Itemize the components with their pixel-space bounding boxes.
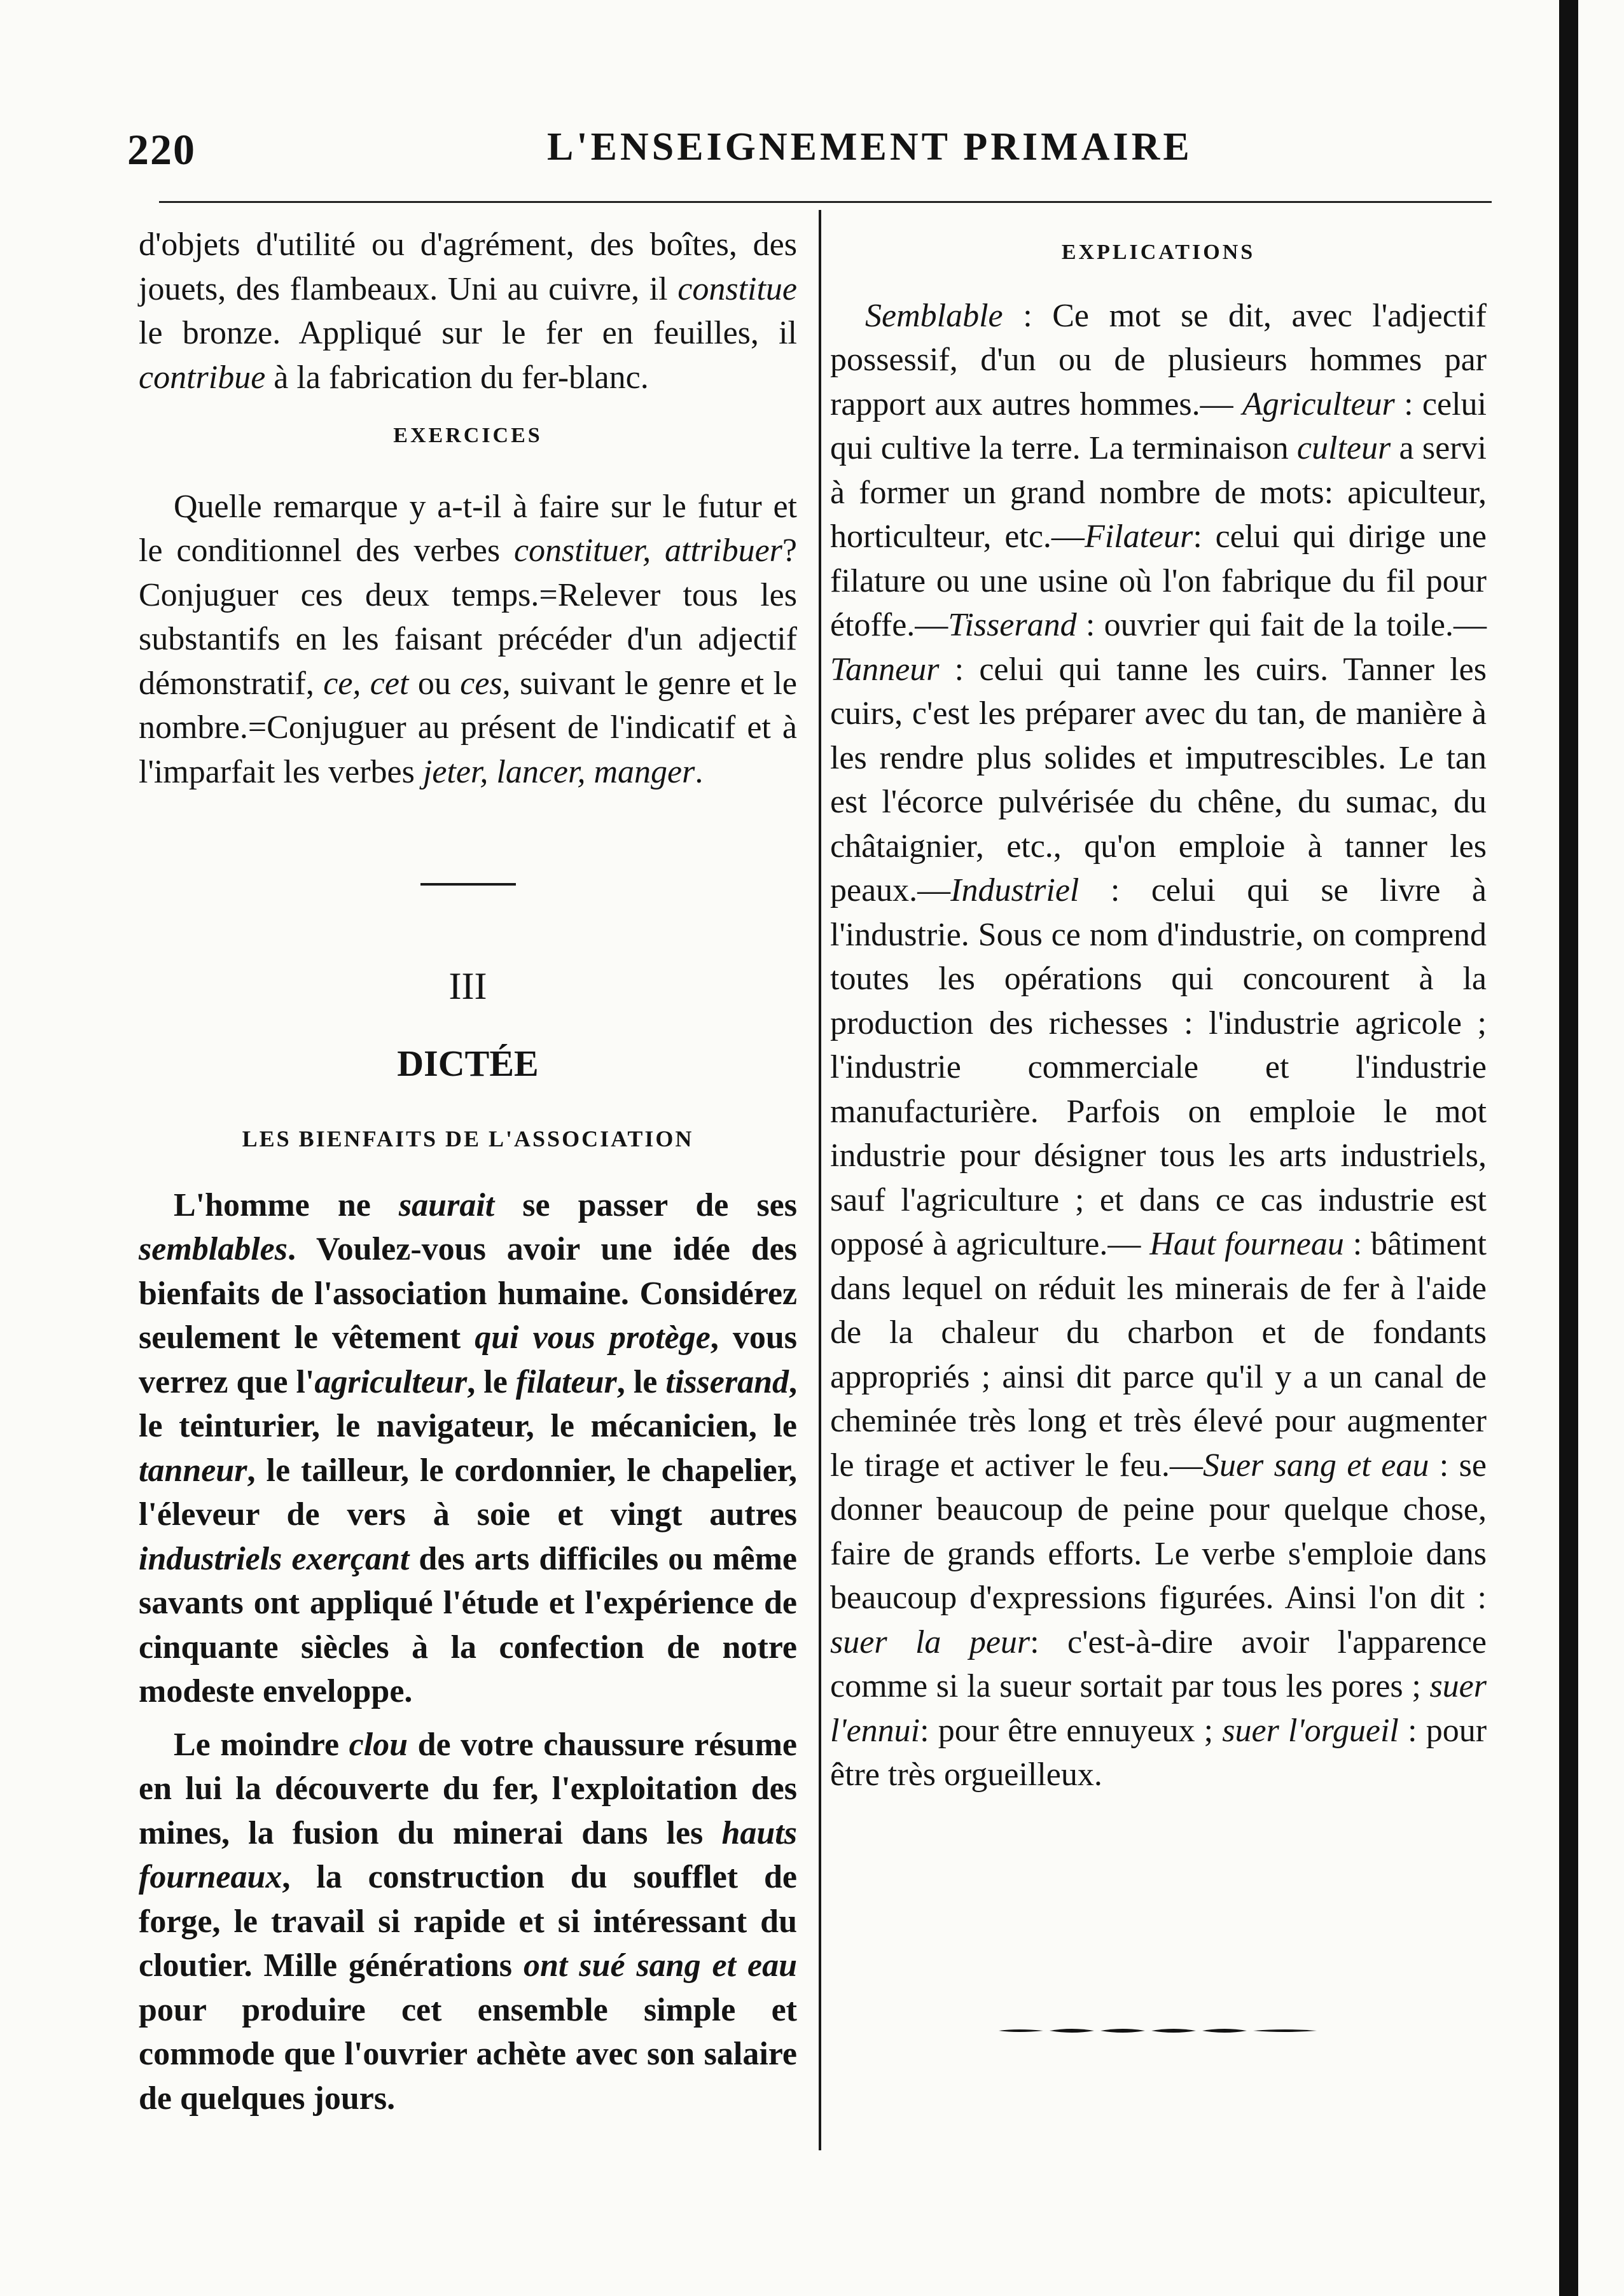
dictee-paragraph-1: L'homme ne saurait se passer de ses semblables. Voulez-vous avoir une idée des bienfaits de l'association humaine. Considérez seulement le vêtement qui vous protège, vous verrez que l'agriculteur, le filateur, le tisserand, le teinturier, le navigateur, le mécanicien, le tanneur, le tailleur, le cordonnier, le chapelier, l'éleveur de vers à soie et vingt autres industriels exerçant des arts difficiles ou même savants ont appliqué l'étude et l'expérience de cinquante siècles à la confection de notre modeste enveloppe. xyxy=(139,1186,798,1709)
dictee-title: DICTÉE xyxy=(397,1043,539,1084)
page-number: 220 xyxy=(127,125,196,174)
right-column xyxy=(830,223,1487,1797)
dictee-subtitle: LES BIENFAITS DE L'ASSOCIATION xyxy=(242,1126,694,1151)
ornamental-dash-fleuron xyxy=(999,2026,1317,2035)
dictee-paragraph-2: Le moindre clou de votre chaussure résume en lui la découverte du fer, l'exploitation des mines, la fusion du minerai dans les hauts fourneaux, la construction du soufflet de forge, le travail si rapide et si intéressant du cloutier. Mille générations ont sué sang et eau pour produire cet ensemble simple et commode que l'ouvrier achète avec son salaire de quelques jours. xyxy=(139,1726,797,2117)
explications-heading: EXPLICATIONS xyxy=(1061,240,1256,264)
explications-paragraph: Semblable : Ce mot se dit, avec l'adjectif possessif, d'un ou de plusieurs hommes par rapport aux autres hommes.— Agriculteur : celui qui cultive la terre. La terminaison culteur a servi à former un grand nombre de mots: apiculteur, horticulteur, etc.—Filateur: celui qui dirige une filature ou une usine où l'on fabrique du fil pour étoffe.—Tisserand : ouvrier qui fait de la toile.—Tanneur : celui qui tanne les cuirs. Tanner les cuirs, c'est les préparer avec du tan, de manière à les rendre plus solides et imputrescibles. Le tan est l'écorce pulvérisée du chêne, du sumac, du châtaignier, etc., qu'on emploie à tanner les peaux.—Industriel : celui qui se livre à l'industrie. Sous ce nom d'industrie, on comprend toutes les opérations qui concourent à la production des richesses : l'industrie agricole ; l'industrie commerciale et l'industrie manufacturière. Parfois on emploie le mot industrie pour désigner tous les arts industriels, sauf l'agriculture ; et dans ce cas industrie est opposé à agriculture.— Haut fourneau : bâtiment dans lequel on réduit les minerais de fer à l'aide de la chaleur du charbon et de fondants appropriés ; ainsi dit parce qu'il y a un canal de cheminée très long et très élevé pour augmenter le tirage et activer le feu.—Suer sang et eau : se donner beaucoup de peine pour quelque chose, faire de grands efforts. Le verbe s'emploie dans beaucoup d'expressions figurées. Ainsi l'on dit : suer la peur: c'est-à-dire avoir l'apparence comme si la sueur sortait par tous les pores ; suer l'ennui: pour être ennuyeux ; suer l'orgueil : pour être très orgueilleux. xyxy=(830,297,1487,1793)
exercices-heading: EXERCICES xyxy=(393,424,543,447)
section-separator-rule xyxy=(420,883,516,886)
opening-paragraph: d'objets d'utilité ou d'agrément, des boîtes, des jouets, des flambeaux. Uni au cuivre, il constitue le bronze. Appliqué sur le fer en feuilles, il contribue à la fabrication du fer-blanc. xyxy=(139,226,797,396)
page-header xyxy=(127,125,1501,182)
exercices-paragraph: Quelle remarque y a-t-il à faire sur le futur et le conditionnel des verbes constituer, attribuer? Conjuguer ces deux temps.=Relever tous les substantifs en les faisant précéder d'un adjectif démonstratif, ce, cet ou ces, suivant le genre et le nombre.=Conjuguer au présent de l'indicatif et à l'imparfait les verbes jeter, lancer, manger. xyxy=(139,488,797,790)
running-title: L'ENSEIGNEMENT PRIMAIRE xyxy=(547,125,1193,169)
header-rule xyxy=(159,201,1492,203)
column-divider xyxy=(819,210,821,2150)
section-number: III xyxy=(448,965,487,1007)
page-edge-bar xyxy=(1559,0,1578,2296)
left-column xyxy=(139,223,797,2120)
